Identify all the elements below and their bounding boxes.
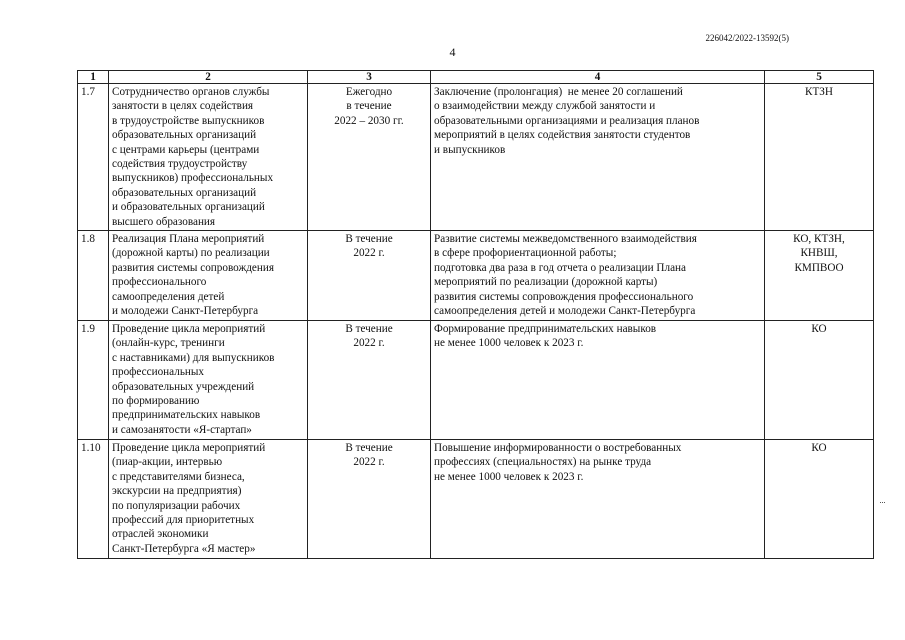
executor-cell: КО, КТЗН, КНВШ, КМПВОО	[765, 231, 874, 321]
term-cell: В течение 2022 г.	[308, 321, 431, 440]
table-row	[78, 440, 874, 559]
term-cell: В течение 2022 г.	[308, 440, 431, 559]
header-col-4: 4	[431, 71, 765, 84]
result-cell: Заключение (пролонгация) не менее 20 соглашений о взаимодействии между службой занятости и образовательными организациями и реализация планов мероприятий в целях содействия занятости студентов и выпускников	[431, 84, 765, 231]
activity-cell: Проведение цикла мероприятий (онлайн-курс, тренинги с наставниками) для выпускников профессиональных образовательных учреждений по формированию предпринимательских навыков и самозанятости «Я-стартап»	[109, 321, 308, 440]
executor-cell: КО	[765, 440, 874, 559]
row-number: 1.9	[78, 321, 109, 440]
executor-cell: КТЗН	[765, 84, 874, 231]
row-number: 1.8	[78, 231, 109, 321]
table-row	[78, 321, 874, 440]
result-cell: Развитие системы межведомственного взаимодействия в сфере профориентационной работы; подготовка два раза в год отчета о реализации Плана мероприятий по реализации (дорожной карты) развития системы сопровождения профессионального самоопределения детей и молодежи Санкт-Петербурга	[431, 231, 765, 321]
result-cell: Повышение информированности о востребованных профессиях (специальностях) на рынке труда не менее 1000 человек к 2023 г.	[431, 440, 765, 559]
executor-cell: КО	[765, 321, 874, 440]
document-number: 226042/2022-13592(5)	[705, 33, 789, 43]
table-row	[78, 84, 874, 231]
activity-cell: Реализация Плана мероприятий (дорожной карты) по реализации развития системы сопровождения профессионального самоопределения детей и молодежи Санкт-Петербурга	[109, 231, 308, 321]
page-number: 4	[449, 45, 456, 59]
result-cell: Формирование предпринимательских навыков не менее 1000 человек к 2023 г.	[431, 321, 765, 440]
header-col-5: 5	[765, 71, 874, 84]
activity-cell: Проведение цикла мероприятий (пиар-акции, интервью с представителями бизнеса, экскурсии на предприятия) по популяризации рабочих профессий для приоритетных отраслей экономики Санкт-Петербурга «Я мастер»	[109, 440, 308, 559]
header-col-1: 1	[78, 71, 109, 84]
scan-artifact-mark	[880, 502, 885, 506]
table-header-row	[78, 71, 874, 84]
header-col-3: 3	[308, 71, 431, 84]
row-number: 1.10	[78, 440, 109, 559]
activity-plan-table	[77, 70, 874, 559]
row-number: 1.7	[78, 84, 109, 231]
term-cell: Ежегодно в течение 2022 – 2030 гг.	[308, 84, 431, 231]
table-row	[78, 231, 874, 321]
term-cell: В течение 2022 г.	[308, 231, 431, 321]
header-col-2: 2	[109, 71, 308, 84]
activity-cell: Сотрудничество органов службы занятости в целях содействия в трудоустройстве выпускников образовательных организаций с центрами карьеры (центрами содействия трудоустройству выпускников) профессиональных образовательных организаций и образовательных организаций высшего образования	[109, 84, 308, 231]
